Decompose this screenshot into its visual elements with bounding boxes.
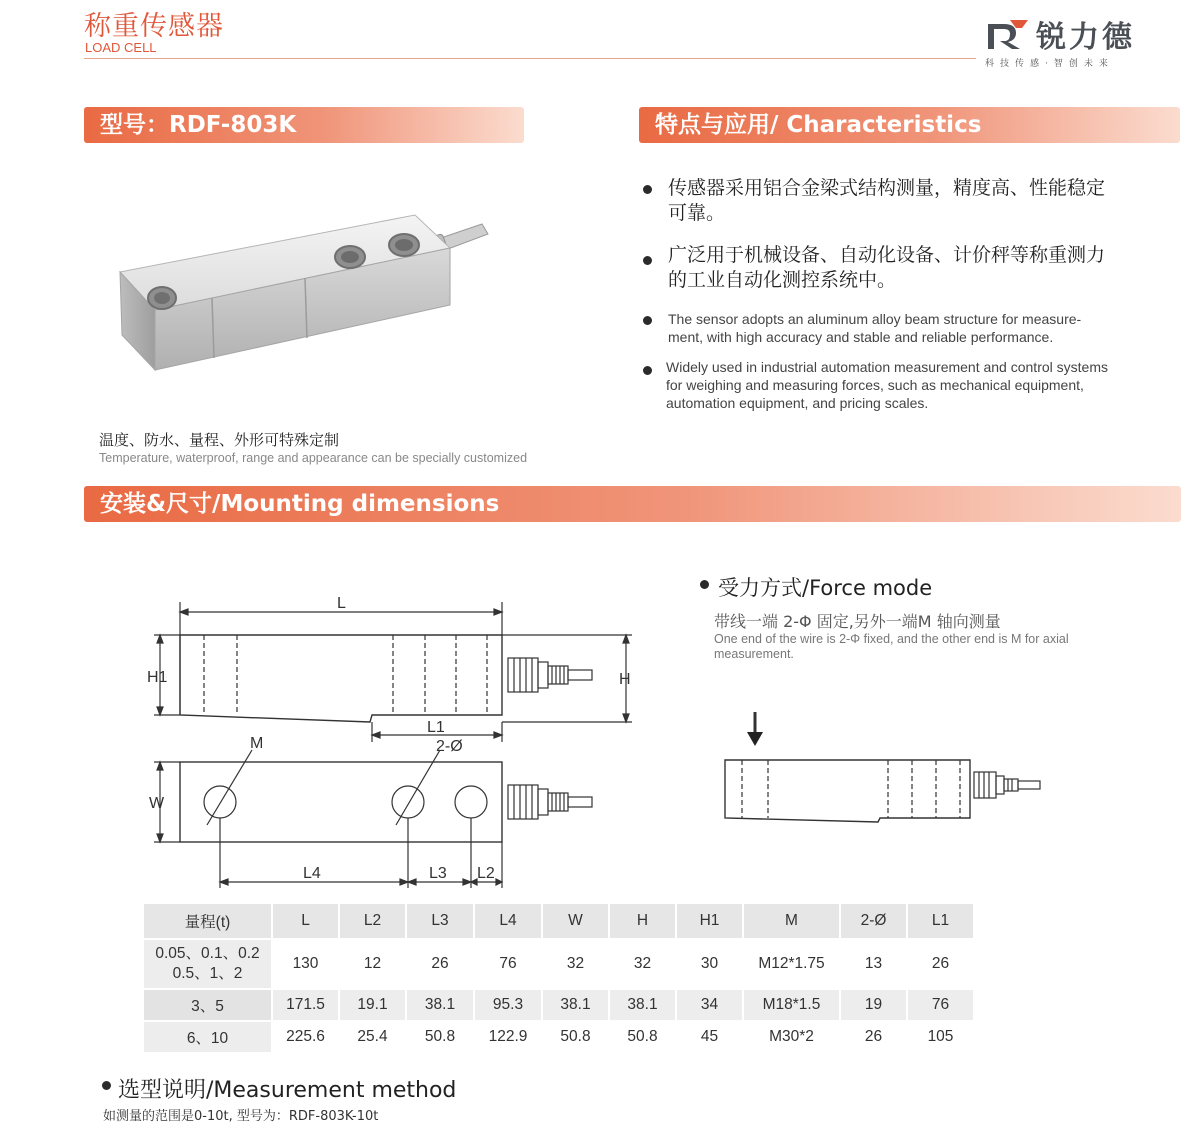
characteristic-line: for weighing and measuring forces, such as mechanical equipment, — [666, 377, 1084, 393]
force-arrow-icon — [747, 732, 763, 746]
table-cell: M12*1.75 — [744, 940, 839, 988]
table-cell: 26 — [908, 940, 973, 988]
dim-label-L4: L4 — [303, 865, 321, 882]
table-cell: 30 — [677, 940, 742, 988]
table-cell: 34 — [677, 990, 742, 1020]
force-mode-diagram — [720, 708, 1050, 823]
method-text: 如测量的范围是0-10t, 型号为：RDF-803K-10t — [103, 1109, 379, 1124]
characteristic-line: 可靠。 — [668, 202, 726, 224]
table-cell: 225.6 — [273, 1022, 338, 1052]
dim-label-L1: L1 — [427, 719, 445, 736]
col-header: L2 — [340, 904, 405, 938]
dim-label-L3: L3 — [429, 865, 447, 882]
dim-label-M: M — [250, 735, 264, 752]
table-cell: 26 — [407, 940, 473, 988]
force-mode-title: 受力方式/Force mode — [718, 576, 933, 600]
col-header: 2-Ø — [841, 904, 906, 938]
range-cell: 3、5 — [144, 990, 271, 1020]
bullet-dot — [643, 366, 652, 375]
product-photo — [110, 210, 510, 375]
mounting-heading: 安装&尺寸/Mounting dimensions — [84, 486, 1181, 522]
col-header: L4 — [475, 904, 541, 938]
characteristic-line: ment, with high accuracy and stable and reliable performance. — [668, 329, 1054, 345]
table-cell: 50.8 — [407, 1022, 473, 1052]
dimension-drawing — [140, 590, 640, 890]
table-cell: 38.1 — [610, 990, 675, 1020]
force-mode-en: One end of the wire is 2-Φ fixed, and the other end is M for axial measurement. — [714, 632, 1069, 661]
characteristic-item-4 — [666, 358, 1108, 412]
col-header: 量程(t) — [144, 904, 271, 938]
table-cell: 50.8 — [610, 1022, 675, 1052]
characteristic-item-2 — [668, 243, 1105, 293]
page-subtitle: LOAD CELL — [85, 40, 157, 55]
header-divider — [84, 58, 976, 59]
table-row — [144, 940, 973, 988]
table-cell: 32 — [610, 940, 675, 988]
col-header: L — [273, 904, 338, 938]
characteristic-line: 的工业自动化测控系统中。 — [668, 269, 897, 291]
characteristic-item-3 — [668, 310, 1081, 346]
brand-slogan: 科技传感·智创未来 — [985, 59, 1114, 69]
table-cell: M30*2 — [744, 1022, 839, 1052]
brand-name: 锐力德 — [1036, 20, 1135, 55]
characteristic-line: Widely used in industrial automation measurement and control systems — [666, 359, 1108, 375]
table-cell: 130 — [273, 940, 338, 988]
range-cell — [144, 940, 271, 988]
characteristic-line: 广泛用于机械设备、自动化设备、计价秤等称重测力 — [668, 244, 1106, 266]
table-row — [144, 990, 973, 1020]
table-cell: 171.5 — [273, 990, 338, 1020]
col-header: L1 — [908, 904, 973, 938]
bullet-dot — [643, 316, 652, 325]
table-cell: 25.4 — [340, 1022, 405, 1052]
table-cell: 32 — [543, 940, 608, 988]
dim-label-L2: L2 — [477, 865, 495, 882]
table-cell: 76 — [475, 940, 541, 988]
range-line: 0.05、0.1、0.2 — [155, 945, 260, 962]
method-title: 选型说明/Measurement method — [118, 1078, 457, 1103]
col-header: H1 — [677, 904, 742, 938]
range-line: 0.5、1、2 — [172, 965, 243, 982]
characteristic-line: The sensor adopts an aluminum alloy beam structure for measure- — [668, 311, 1082, 327]
table-cell: 76 — [908, 990, 973, 1020]
bullet-dot — [102, 1081, 111, 1090]
spec-table — [142, 902, 975, 1054]
col-header: M — [744, 904, 839, 938]
table-cell: 50.8 — [543, 1022, 608, 1052]
brand-logo-icon — [986, 16, 1030, 50]
table-cell: 12 — [340, 940, 405, 988]
table-header-row — [144, 904, 973, 938]
table-cell: 95.3 — [475, 990, 541, 1020]
table-cell: 26 — [841, 1022, 906, 1052]
table-cell: 45 — [677, 1022, 742, 1052]
table-cell: 13 — [841, 940, 906, 988]
table-cell: 19.1 — [340, 990, 405, 1020]
dim-label-L: L — [337, 595, 346, 612]
table-cell: M18*1.5 — [744, 990, 839, 1020]
page-title: 称重传感器 — [84, 11, 224, 42]
table-cell: 38.1 — [407, 990, 473, 1020]
characteristic-line: automation equipment, and pricing scales. — [666, 395, 929, 411]
table-cell: 105 — [908, 1022, 973, 1052]
table-cell: 38.1 — [543, 990, 608, 1020]
col-header: W — [543, 904, 608, 938]
col-header: H — [610, 904, 675, 938]
range-cell: 6、10 — [144, 1022, 271, 1052]
characteristic-item-1 — [668, 176, 1105, 226]
bullet-dot — [643, 185, 652, 194]
table-cell: 122.9 — [475, 1022, 541, 1052]
col-header: L3 — [407, 904, 473, 938]
bullet-dot — [643, 256, 652, 265]
dim-label-H: H — [619, 671, 631, 688]
bullet-dot — [700, 580, 709, 589]
model-heading: 型号：RDF-803K — [84, 107, 524, 143]
force-mode-cn: 带线一端 2-Φ 固定,另外一端M 轴向测量 — [714, 612, 1001, 631]
dim-label-W: W — [149, 795, 165, 812]
dim-label-H1: H1 — [147, 669, 168, 686]
dim-label-2phi: 2-Ø — [436, 738, 463, 755]
table-cell: 19 — [841, 990, 906, 1020]
custom-note-cn: 温度、防水、量程、外形可特殊定制 — [99, 431, 340, 449]
characteristic-line: 传感器采用铝合金梁式结构测量，精度高、性能稳定 — [668, 177, 1106, 199]
table-row — [144, 1022, 973, 1052]
custom-note-en: Temperature, waterproof, range and appearance can be specially customized — [99, 451, 528, 465]
characteristics-heading: 特点与应用/ Characteristics — [639, 107, 1180, 143]
